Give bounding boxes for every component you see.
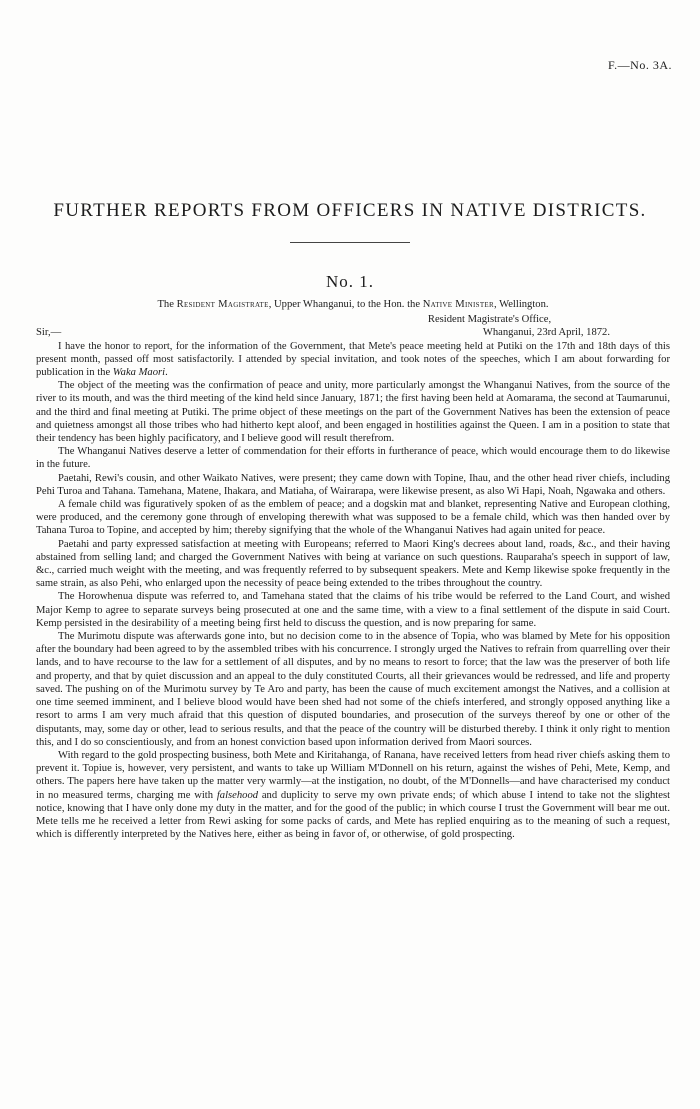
heading-article: The <box>157 299 174 310</box>
letter-body <box>36 298 670 841</box>
document-title: FURTHER REPORTS FROM OFFICERS IN NATIVE DISTRICTS. <box>53 200 647 221</box>
salutation: Sir,— <box>36 327 62 339</box>
heading-end: , Wellington. <box>493 299 549 310</box>
title-divider <box>290 242 410 243</box>
paragraph: I have the honor to report, for the information of the Government, that Mete's peace meeting held at Putiki on the 17th and 18th days of this present month, passed off most satisfactorily. I attended by special invitation, and took notes of the speeches, which I am about forwarding for publication in the Waka Maori. <box>36 340 670 379</box>
paragraph: The Horowhenua dispute was referred to, and Tamehana stated that the claims of his tribe would be referred to the Land Court, and wished Major Kemp to agree to separate surveys being prosecuted at one and the same time, with a view to a final settlement of the dispute in said Court. Kemp persisted in the desirability of a meeting being first held to discuss the question, and is now preparing for same. <box>36 591 670 629</box>
paragraphs <box>36 340 670 842</box>
paragraph: The Whanganui Natives deserve a letter of commendation for their efforts in furtherance of peace, which would encourage them to do likewise in the future. <box>36 446 670 471</box>
emphasis: falsehood <box>216 789 259 801</box>
date-line: Whanganui, 23rd April, 1872. <box>482 327 610 339</box>
paragraph: The Murimotu dispute was afterwards gone into, but no decision come to in the absence of Topia, who was blamed by Mete for his opposition after the boundary had been agreed to by the assembled tribes with his concurrence. I strongly urged the Natives to refrain from quarrelling over their lands, and to have recourse to the law for a settlement of all disputes, and by no means to resort to force; that the law was the preserver of both life and property, and that by quiet discussion and an appeal to the duly constituted Courts, all their grievances would be redressed, and life and property saved. The pushing on of the Murimotu survey by Te Aro and party, has been the cause of much excitement amongst the Natives, and a collision at one time seemed imminent, and I believe blood would have been shed had not some of the chiefs interfered, and strongly opposed anything like a resort to arms I am very much afraid that this question of disputed boundaries, and prosecution of the surveys thereof by one or other of the disputants, may, some day or other, lead to serious results, and that the peace of the country will be disturbed thereby. I think it only right to mention this, and I do so conscientiously, and from an honest conviction based upon information derived from Maori sources. <box>36 631 670 748</box>
emphasis: Waka Maori <box>112 367 166 379</box>
address-block <box>36 313 670 339</box>
letter-heading <box>36 298 670 311</box>
office-line: Resident Magistrate's Office, <box>427 314 552 326</box>
paragraph: With regard to the gold prospecting business, both Mete and Kiritahanga, of Ranana, have received letters from head river chiefs asking them to prevent it. Topiue is, however, very persistent, and wants to take up William M'Donnell on his return, against the wishes of Pehi, Mete, Kemp, and others. The papers here have taken up the matter very warmly—at the instigation, no doubt, of the M'Donnells—and have characterised my conduct in no measured terms, charging me with falsehood and duplicity to serve my own private ends; of which abuse I intend to take not the slightest notice, knowing that I have only done my duty in the matter, and for the good of the public; in which course I trust the Government will bear me out. Mete tells me he received a letter from Rewi asking for some packs of cards, and Mete has replied enquiring as to the meaning of such a request, which is differently interpreted by the Natives here, either as being in favor of, or otherwise, of gold prospecting. <box>36 749 671 841</box>
paragraph: Paetahi and party expressed satisfaction at meeting with Europeans; referred to Maori King's decrees about land, roads, &c., and their having abstained from selling land; and charged the Government Natives with being at variance on such questions. Rauparaha's speech in support of law, &c., carried much weight with the meeting, and was frequently referred to by subsequent speakers. Mete and Kemp likewise spoke frequently in the same strain, as also Pehi, who enlarged upon the necessity of peace being extended to the tribes throughout the country. <box>36 538 670 590</box>
page-reference: F.—No. 3A. <box>607 58 672 72</box>
document-number: No. 1. <box>325 272 375 291</box>
paragraph: A female child was figuratively spoken of as the emblem of peace; and a dogskin mat and blanket, representing Native and European clothing, were produced, and the ceremony gone through of enveloping therewith what was supposed to be a female child, which was then handed over by Tahana Turoa to Topine, and accepted by him; thereby signifying that the whole of the Whanganui Natives had again united for peace. <box>36 499 670 537</box>
sender-title: Resident Magistrate <box>176 299 269 310</box>
heading-middle: , Upper Whanganui, to the Hon. the <box>268 299 421 310</box>
paragraph: The object of the meeting was the confirmation of peace and unity, more particularly amongst the Whanganui Natives, from the source of the river to its mouth, and was the third meeting of the kind held since January, 1871; the first having been held at Aomarama, the second at Taumarunui, and the third and final meeting at Putiki. The prime object of these meetings on the part of the Government Natives has been the extension of peace and quietness amongst all those tribes who had hitherto kept aloof, and been engaged in hostilities against the Queen. I am in a position to state that their tendency has been highly pacificatory, and I believe good will result therefrom. <box>36 380 670 445</box>
recipient-title: Native Minister <box>422 299 494 310</box>
paragraph: Paetahi, Rewi's cousin, and other Waikato Natives, were present; they came down with Topine, Ihau, and the other head river chiefs, including Pehi Turoa and Tahana. Tamehana, Matene, Ihakara, and Matiaha, of Wairarapa, were likewise present, as also Wi Hapi, Noah, Ngawaka and others. <box>36 472 670 497</box>
